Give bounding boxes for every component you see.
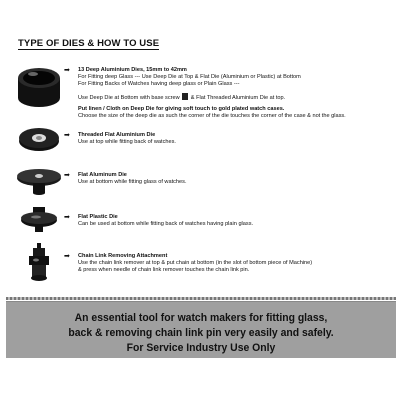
die-item-text	[78, 132, 176, 146]
die-item-text	[78, 172, 187, 186]
banner-line: back & removing chain link pin very easily and safely.	[68, 327, 334, 339]
die-line: Can be used at bottom while fitting back of watches having plain glass.	[78, 220, 254, 227]
die-line: Use at bottom while fitting glass of watches.	[78, 178, 187, 185]
die-heading: Flat Aluminum Die	[78, 172, 127, 178]
banner-separator	[6, 297, 396, 300]
chain-link-remover-icon	[26, 243, 52, 283]
banner-line: An essential tool for watch makers for fitting glass,	[74, 312, 328, 324]
die-item-text	[78, 253, 312, 273]
arrow-icon: ➡	[64, 253, 70, 260]
arrow-icon: ➡	[64, 132, 70, 139]
die-subheading: Put linen / Cloth on Deep Die for giving soft touch to gold plated watch cases.	[78, 106, 285, 113]
flat-aluminum-die-icon	[16, 168, 62, 196]
promo-banner	[6, 301, 396, 358]
page-title: TYPE OF DIES & HOW TO USE	[18, 38, 160, 49]
flat-plastic-die-icon	[20, 207, 58, 235]
arrow-icon: ➡	[64, 67, 70, 74]
die-heading: Threaded Flat Aluminium Die	[78, 132, 156, 138]
die-item-text	[78, 67, 346, 120]
die-line: Choose the size of the deep die as such the corner of the die touches the corner of the case & not the glass.	[78, 112, 346, 119]
die-item-text	[78, 214, 253, 228]
die-line: For Fitting Backs of Watches having deep glass or Plain Glass ---	[78, 80, 240, 87]
die-heading: Flat Plastic Die	[78, 214, 118, 220]
arrow-icon: ➡	[64, 214, 70, 221]
banner-line: For Service Industry Use Only	[126, 342, 276, 354]
die-line-part: & Flat Threaded Aluminium Die at top.	[190, 95, 286, 102]
screw-icon	[182, 93, 188, 100]
die-line-part: Use Deep Die at Bottom with base screw	[78, 95, 180, 102]
die-line: & press when needle of chain link remover touches the chain link pin.	[78, 266, 250, 273]
die-line: Use at top while fitting back of watches.	[78, 138, 176, 145]
threaded-flat-die-icon	[18, 126, 60, 152]
die-line-base-screw	[78, 93, 346, 102]
die-heading: 13 Deep Aluminium Dies, 15mm to 42mm	[78, 67, 187, 73]
deep-die-icon	[16, 64, 62, 108]
die-heading: Chain Link Removing Attachment	[78, 253, 168, 259]
die-line: For Fitting deep Glass --- Use Deep Die at Top & Flat Die (Aluminium or Plastic) at Bottom	[78, 73, 301, 80]
die-line: Use the chain link remover at top & put chain at bottom (in the slot of bottom piece of Machine)	[78, 259, 313, 266]
arrow-icon: ➡	[64, 172, 70, 179]
